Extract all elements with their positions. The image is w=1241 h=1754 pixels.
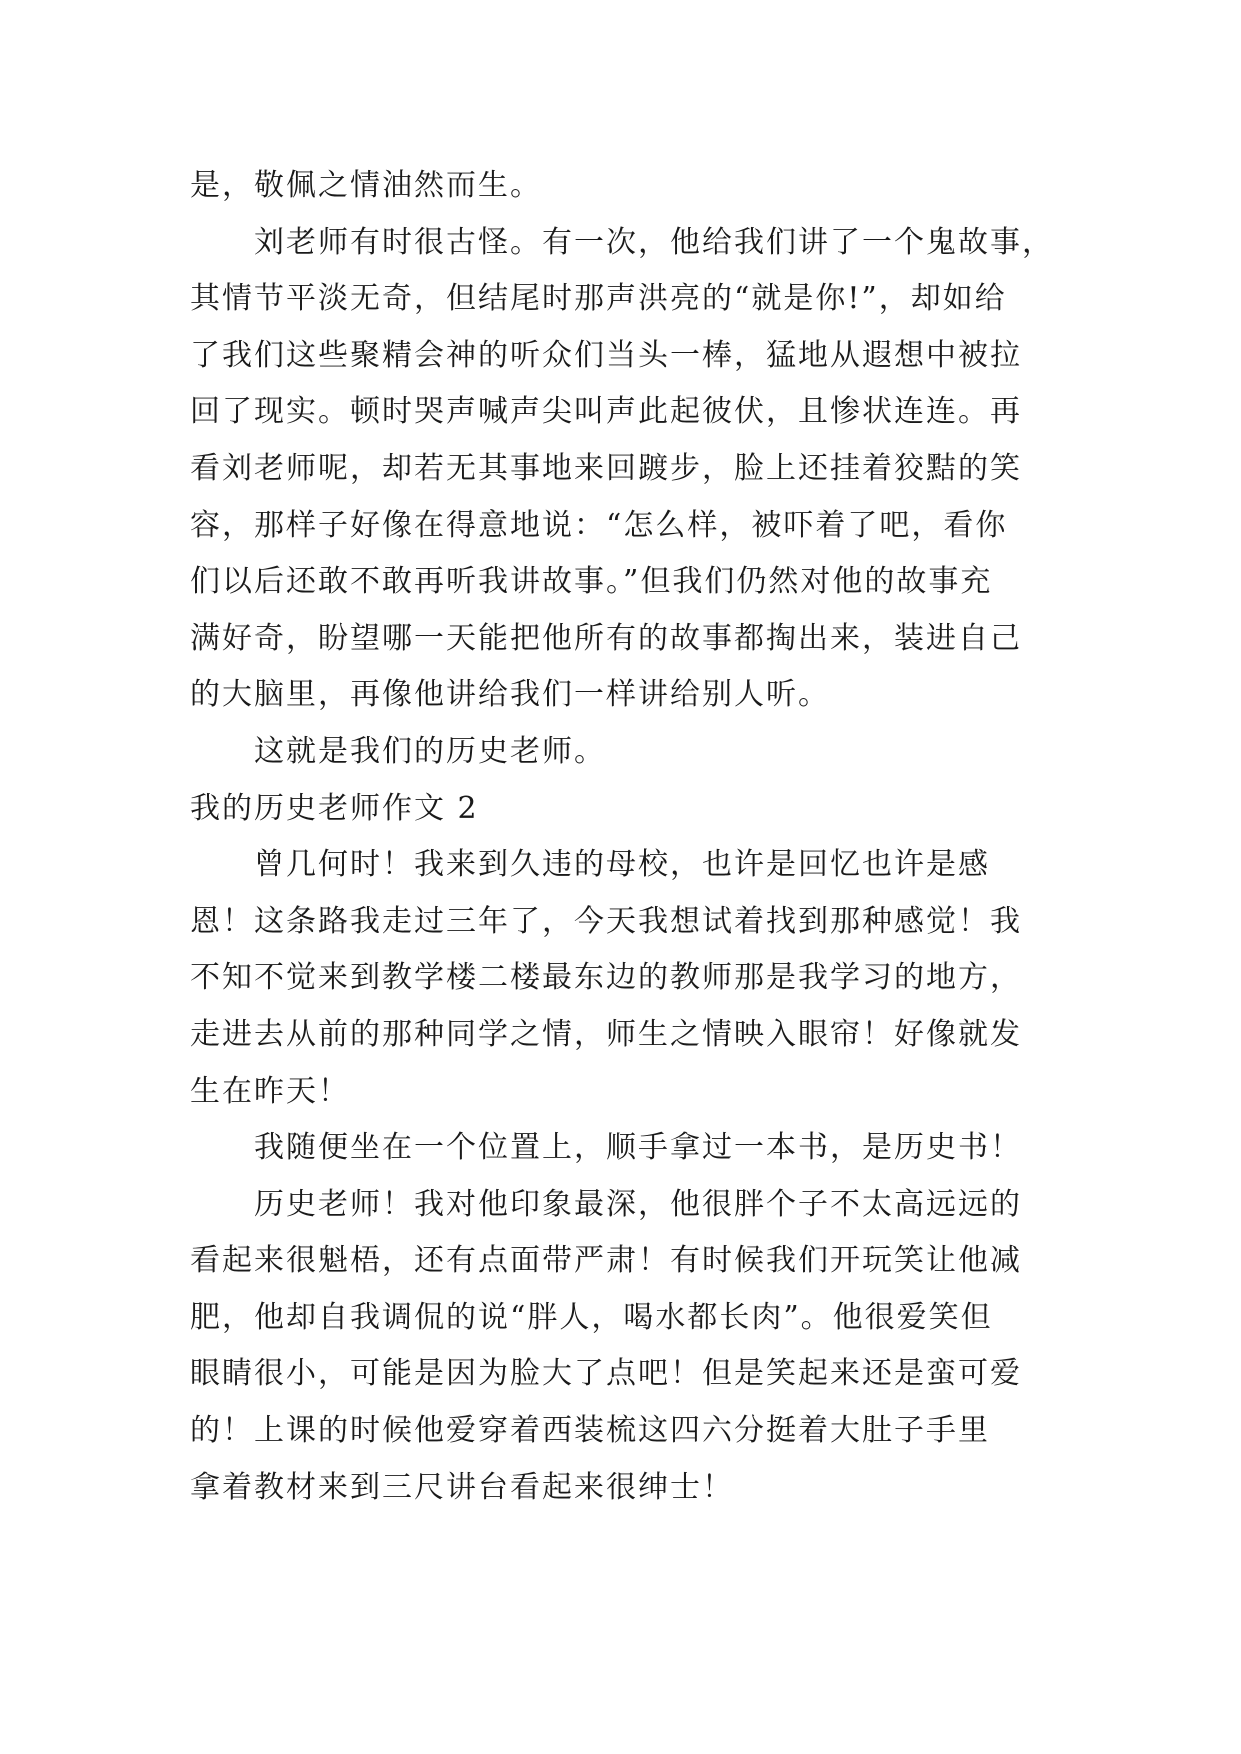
paragraph-line: 了我们这些聚精会神的听众们当头一棒，猛地从遐想中被拉 <box>190 337 1022 373</box>
paragraph-line: 走进去从前的那种同学之情，师生之情映入眼帘！好像就发 <box>190 1016 1022 1052</box>
paragraph-line: 回了现实。顿时哭声喊声尖叫声此起彼伏，且惨状连连。再 <box>190 394 1022 430</box>
paragraph-line: 曾几何时！我来到久违的母校，也许是回忆也许是感 <box>254 847 990 883</box>
section-title: 我的历史老师作文 2 <box>190 790 479 826</box>
paragraph-line: 是，敬佩之情油然而生。 <box>190 168 542 203</box>
paragraph-line: 眼睛很小，可能是因为脸大了点吧！但是笑起来还是蛮可爱 <box>190 1356 1022 1392</box>
paragraph-line: 历史老师！我对他印象最深，他很胖个子不太高远远的 <box>254 1186 1022 1222</box>
paragraph-teacher-description <box>190 1177 1060 1517</box>
paragraph-line: 满好奇，盼望哪一天能把他所有的故事都掏出来，装进自己 <box>190 620 1022 656</box>
paragraph-line: 不知不觉来到教学楼二楼最东边的教师那是我学习的地方， <box>190 960 1022 996</box>
paragraph-line: 生在昨天！ <box>190 1073 350 1109</box>
paragraph-line: 肥，他却自我调侃的说“胖人，喝水都长肉”。他很爱笑但 <box>190 1299 993 1335</box>
document-body <box>190 158 1060 1516</box>
paragraph-line: 恩！这条路我走过三年了，今天我想试着找到那种感觉！我 <box>190 903 1022 939</box>
paragraph-line: 的！上课的时候他爱穿着西装梳这四六分挺着大肚子手里 <box>190 1413 990 1449</box>
paragraph-line: 刘老师有时很古怪。有一次，他给我们讲了一个鬼故事， <box>254 224 1054 260</box>
paragraph-line: 容，那样子好像在得意地说：“怎么样，被吓着了吧，看你 <box>190 507 1008 543</box>
paragraph-strange-story <box>190 215 1060 724</box>
paragraph-line: 看刘老师呢，却若无其事地来回踱步，脸上还挂着狡黠的笑 <box>190 450 1022 486</box>
paragraph-line: 看起来很魁梧，还有点面带严肃！有时候我们开玩笑让他减 <box>190 1243 1022 1279</box>
paragraph-line: 拿着教材来到三尺讲台看起来很绅士！ <box>190 1469 734 1505</box>
paragraph-line: 其情节平淡无奇，但结尾时那声洪亮的“就是你!”，却如给 <box>190 281 1007 317</box>
paragraph-conclusion: 这就是我们的历史老师。 <box>254 733 606 769</box>
paragraph-history-book: 我随便坐在一个位置上，顺手拿过一本书，是历史书！ <box>254 1130 1022 1166</box>
paragraph-return-to-school <box>190 837 1060 1120</box>
paragraph-line: 的大脑里，再像他讲给我们一样讲给别人听。 <box>190 677 830 713</box>
paragraph-line: 们以后还敢不敢再听我讲故事。”但我们仍然对他的故事充 <box>190 564 993 600</box>
